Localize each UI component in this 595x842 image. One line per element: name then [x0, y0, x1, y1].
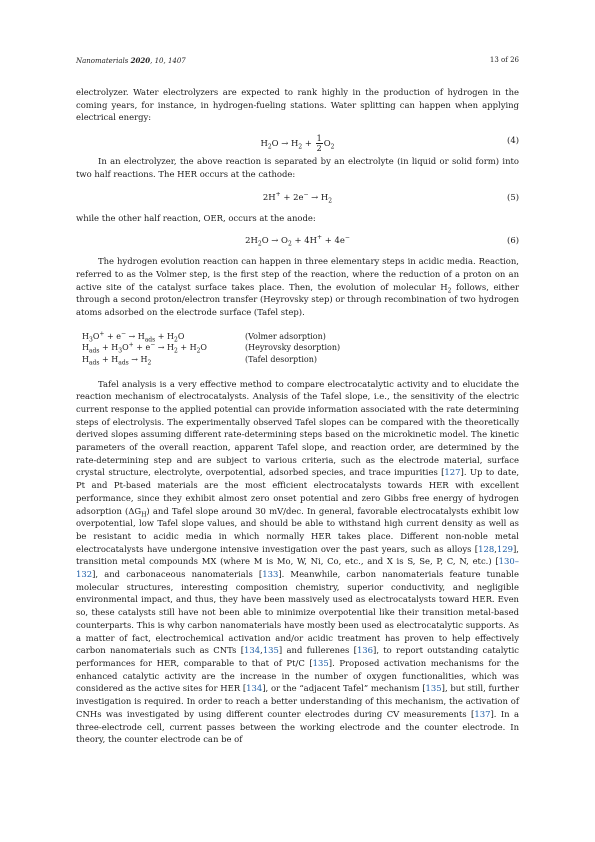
- paragraph-tafel-analysis: Tafel analysis is a very effective method to compare electrocatalytic activity and to elucidate the reaction mechanism of electrocatalysts. Analysis of the Tafel slope, i.e., the sensitivity of the electric current response to the applied potential can provide information associated with the rate determining steps of electrolysis. The experimentally observed Tafel slopes can be compared with the theoretically derived slopes assuming different rate-determining steps based on the microkinetic model. The kinetic parameters of the overall reaction, apparent Tafel slope, and reaction order, are determined by the rate-determining step and are subject to various criteria, such as the electrode material, surface crystal structure, electrolyte, overpotential, adsorbed species, and trace impurities [127]. Up to date, Pt and Pt-based materials are the most efficient electrocatalysts towards HER with excellent performance, since they exhibit almost zero onset potential and zero Gibbs free energy of hydrogen adsorption $(\Delta G_H)$ and Tafel slope around 30 mV/dec. In general, favorable electrocatalysts exhibit low overpotential, low Tafel slope values, and should be able to withstand high current density as well as be resistant to acidic media in which normally HER takes place. Different non-noble metal electrocatalysts have undergone intensive investigation over the past years, such as alloys [128,129], transition metal compounds MX (where M is Mo, W, Ni, Co, etc., and X is S, Se, P, C, N, etc.) [130–132], and carbonaceous nanomaterials [133]. Meanwhile, carbon nanomaterials feature tunable molecular structures, interesting composition chemistry, superior conductivity, and negligible environmental impact, and thus, they have been massively used as electrocatalysts toward HER. Even so, these catalysts still have not been able to minimize overpotential like their transition metal-based counterparts. This is why carbon nanomaterials have mostly been used as electrocatalytic supports. As a matter of fact, electrochemical activation and/or acidic treatment has proven to help effectively carbon nanomaterials such as CNTs [134,135] and fullerenes [136], to report outstanding catalytic performances for HER, comparable to that of Pt/C [135]. Proposed activation mechanisms for the enhanced catalytic activity are the increase in the number of oxygen functionalities, which was considered as the active sites for HER [134], or the “adjacent Tafel” mechanism [135], but still, further investigation is required. In order to reach a better understanding of this mechanism, the activation of CNHs was investigated by using different counter electrodes during CV measurements [137]. In a three-electrode cell, current passes between the working electrode and the counter electrode. In theory, the counter electrode can be of: [76, 378, 520, 745]
- citation-link[interactable]: 133: [262, 569, 279, 580]
- citation-link[interactable]: 135: [262, 645, 279, 656]
- citation-link[interactable]: 130–132: [76, 556, 519, 580]
- paragraph-oer: while the other half reaction, OER, occurs at the anode:: [76, 212, 316, 223]
- page-number: 13 of 26: [489, 56, 519, 64]
- paragraph-electrolyzer: electrolyzer. Water electrolyzers are expected to rank highly in the production of hydrogen in the coming years, for instance, in hydrogen-fueling stations. Water splitting can happen when applying electrical energy:: [76, 87, 519, 123]
- citation-link[interactable]: 135: [312, 657, 329, 668]
- running-header: [76, 56, 519, 65]
- equation-5: $2H^+ + 2e^- \to H_2$ (5): [262, 190, 519, 205]
- equation-number: (6): [507, 235, 519, 246]
- article-body: [76, 86, 519, 746]
- equation-number: (5): [507, 191, 519, 202]
- paragraph-her-steps: The hydrogen evolution reaction can happen in three elementary steps in acidic media. Reaction, referred to as the Volmer step, is the first step of the reaction, where the reduction of a proton on an active site of the catalyst surface takes place. Then, the evolution of molecular $H_2$ follows, either through a second proton/electron transfer (Heyrovsky step) or through recombination of two hydrogen atoms adsorbed on the electrode surface (Tafel step).: [76, 256, 519, 318]
- journal-citation: Nanomaterials 2020, 10, 1407: [76, 56, 186, 65]
- citation-link[interactable]: 127: [444, 467, 461, 478]
- citation-link[interactable]: 128: [478, 543, 495, 554]
- step-heyrovsky: $H_{ads} + H_3O^+ + e^- \to H_2 + H_2O$ (Heyrovsky desorption): [82, 341, 341, 355]
- citation-link[interactable]: 134: [244, 645, 261, 656]
- citation-link[interactable]: 129: [496, 543, 514, 554]
- equation-4: $H_2O \to H_2$ + $\frac{1}{2}$ $O_2$ (4): [260, 134, 519, 154]
- citation-link[interactable]: 137: [474, 708, 491, 719]
- equation-number: (4): [507, 135, 519, 146]
- equation-6: $2H_2O \to O_2 + 4H^+ + 4e^-$ (6): [245, 234, 519, 248]
- paragraph-half-reactions: In an electrolyzer, the above reaction is separated by an electrolyte (in liquid or solid form) into two half reactions. The HER occurs at the cathode:: [76, 156, 519, 179]
- citation-link[interactable]: 136: [356, 645, 374, 656]
- step-volmer: $H_3O^+ + e^- \to H_{ads} + H_2O$ (Volmer adsorption): [82, 330, 326, 344]
- reaction-steps: [82, 331, 519, 366]
- citation-link[interactable]: 135: [425, 683, 442, 694]
- step-tafel: $H_{ads} + H_{ads} \to H_2$ (Tafel desorption): [82, 354, 317, 367]
- citation-link[interactable]: 134: [246, 683, 263, 694]
